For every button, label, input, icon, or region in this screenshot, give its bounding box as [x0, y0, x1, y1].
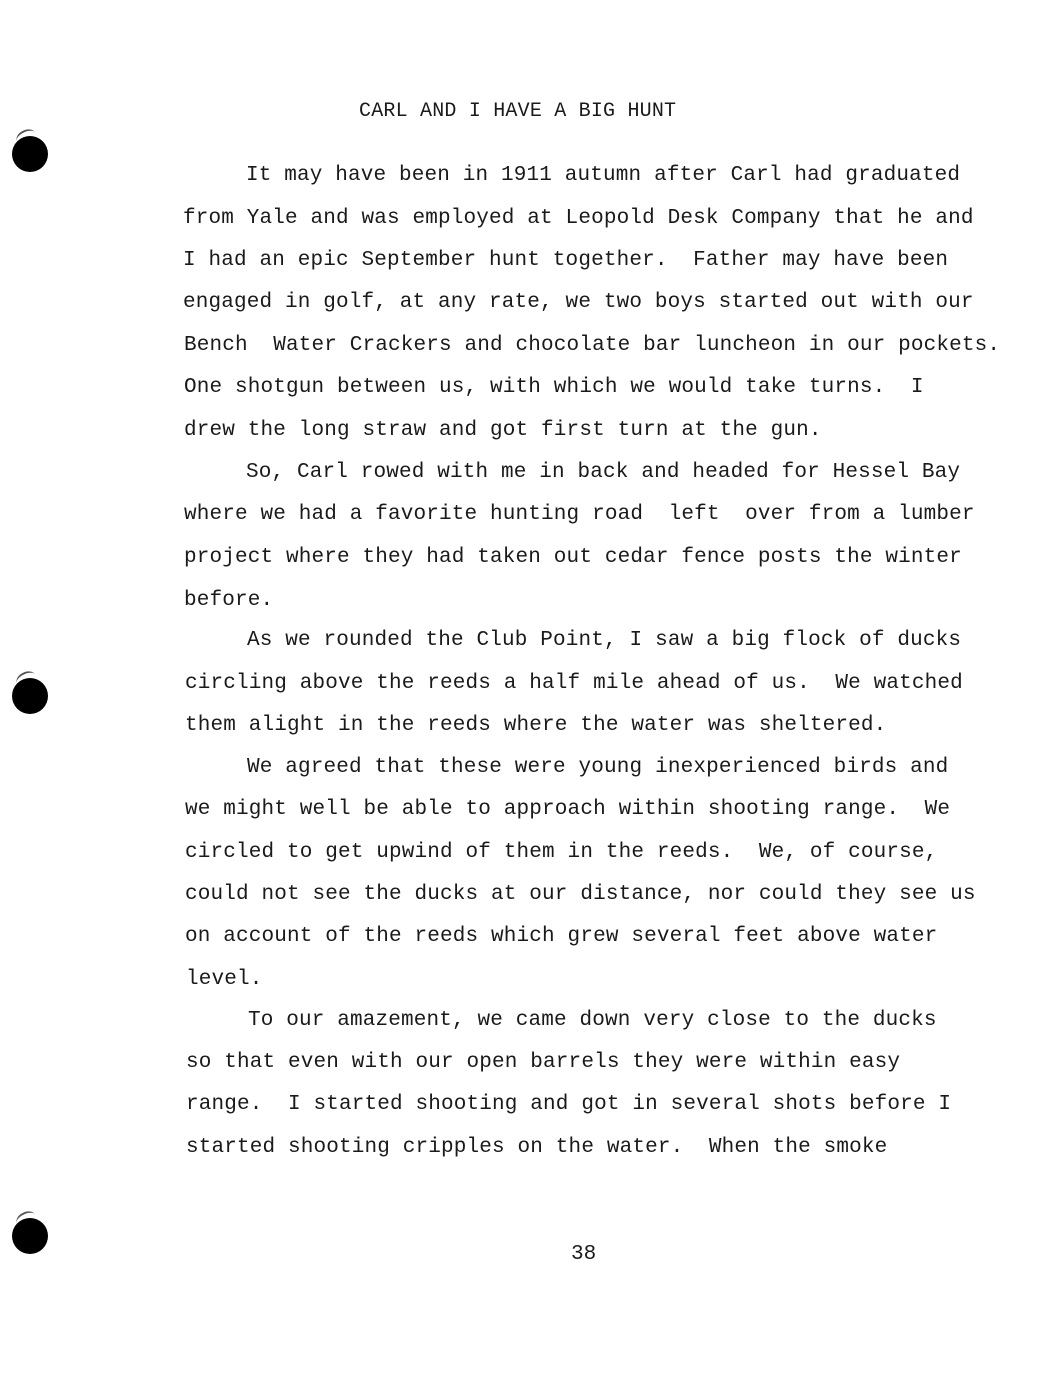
- text-line: Bench Water Crackers and chocolate bar luncheon in our pockets.: [184, 334, 1001, 357]
- text-line: One shotgun between us, with which we would take turns. I: [184, 376, 924, 399]
- text-line: drew the long straw and got first turn at the gun.: [184, 419, 822, 442]
- text-line: them alight in the reeds where the water was sheltered.: [185, 714, 887, 737]
- text-line: range. I started shooting and got in several shots before I: [186, 1093, 952, 1116]
- text-line: level.: [186, 968, 263, 991]
- text-line: could not see the ducks at our distance, nor could they see us: [185, 883, 976, 906]
- text-line: from Yale and was employed at Leopold Desk Company that he and: [183, 207, 974, 230]
- text-line: circled to get upwind of them in the reeds. We, of course,: [185, 841, 938, 864]
- text-line: started shooting cripples on the water. When the smoke: [186, 1136, 888, 1159]
- page-title: CARL AND I HAVE A BIG HUNT: [359, 100, 677, 123]
- text-line: on account of the reeds which grew several feet above water: [185, 925, 938, 948]
- text-line: We agreed that these were young inexperienced birds and: [247, 756, 949, 779]
- page-number: 38: [571, 1243, 597, 1266]
- punch-hole-top: [12, 136, 48, 172]
- text-line: project where they had taken out cedar fence posts the winter: [184, 546, 962, 569]
- text-line: where we had a favorite hunting road left over from a lumber: [184, 503, 975, 526]
- text-line: As we rounded the Club Point, I saw a big flock of ducks: [247, 629, 962, 652]
- text-line: To our amazement, we came down very close to the ducks: [248, 1009, 937, 1032]
- text-line: we might well be able to approach within shooting range. We: [185, 798, 951, 821]
- text-line: before.: [184, 589, 274, 612]
- punch-hole-bottom: [12, 1218, 48, 1254]
- text-line: so that even with our open barrels they were within easy: [186, 1051, 901, 1074]
- text-line: So, Carl rowed with me in back and headed for Hessel Bay: [246, 461, 961, 484]
- text-line: circling above the reeds a half mile ahead of us. We watched: [185, 672, 963, 695]
- text-line: engaged in golf, at any rate, we two boys started out with our: [183, 291, 974, 314]
- punch-hole-middle: [12, 678, 48, 714]
- text-line: It may have been in 1911 autumn after Carl had graduated: [246, 164, 961, 187]
- text-line: I had an epic September hunt together. Father may have been: [183, 249, 949, 272]
